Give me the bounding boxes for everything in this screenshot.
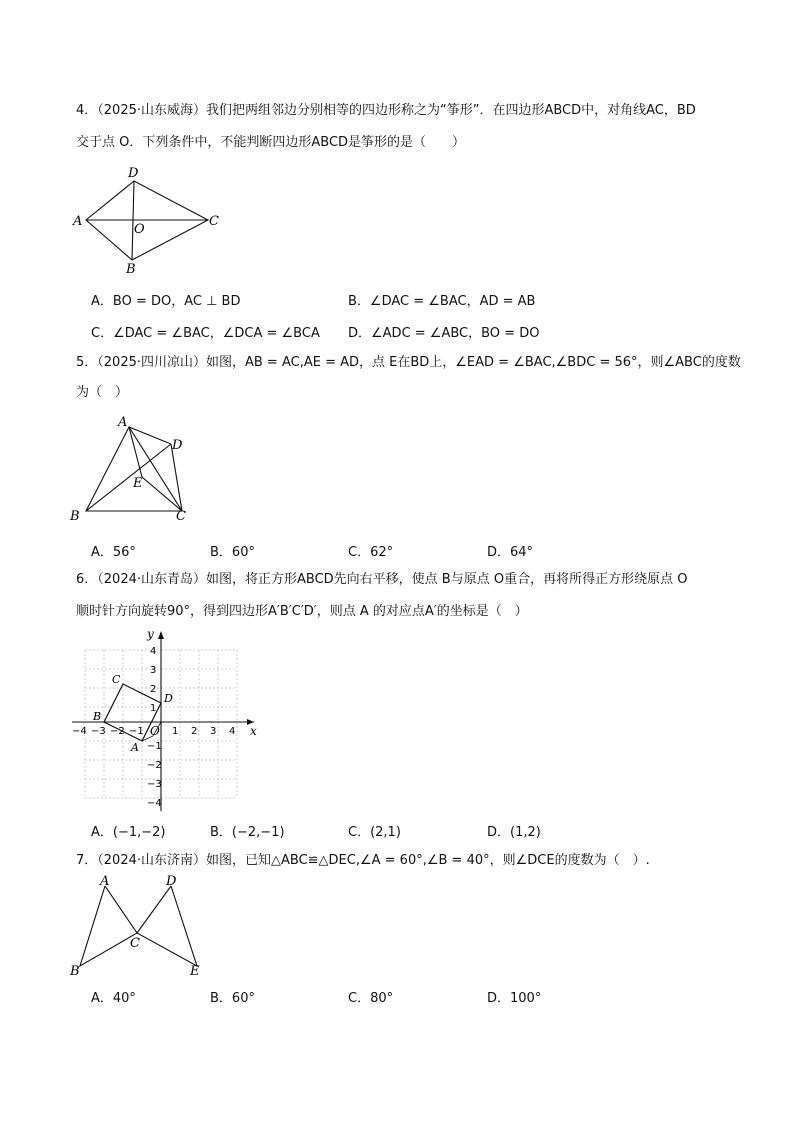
q4-option-c[interactable]: C．∠DAC = ∠BAC，∠DCA = ∠BCA: [91, 326, 320, 341]
x-tick: 4: [229, 726, 236, 737]
segment-ec: [142, 477, 182, 511]
label-b: B: [70, 964, 80, 979]
q7-option-c[interactable]: C．80°: [348, 991, 394, 1006]
q4-option-d[interactable]: D．∠ADC = ∠ABC，BO = DO: [348, 326, 540, 341]
y-tick: 4: [150, 646, 157, 657]
y-tick: −1: [147, 741, 162, 752]
q4-stem-line1: 4．（2025·山东威海）我们把两组邻边分别相等的四边形称之为“筝形”．在四边形ABCD中，对角线AC，BD: [76, 103, 696, 118]
q5-option-a[interactable]: A．56°: [91, 545, 136, 560]
x-tick: 2: [191, 726, 198, 737]
label-b: B: [93, 710, 102, 723]
label-d: D: [164, 692, 173, 705]
q4-kite-figure: [70, 163, 230, 278]
q6-option-c[interactable]: C．(2,1): [348, 825, 401, 840]
x-tick: −2: [110, 726, 125, 737]
q5-stem-line1: 5．（2025·四川凉山）如图，AB = AC,AE = AD，点 E在BD上，∠EAD = ∠BAC,∠BDC = 56°，则∠ABC的度数: [76, 355, 741, 370]
triangle-abc: [80, 886, 137, 966]
label-e: E: [133, 476, 143, 491]
label-c: C: [209, 214, 219, 229]
label-a: A: [118, 415, 128, 430]
q5-option-d[interactable]: D．64°: [487, 545, 534, 560]
q4-option-a[interactable]: A．BO = DO，AC ⊥ BD: [91, 294, 241, 309]
label-o: O: [150, 724, 160, 738]
q6-option-b[interactable]: B．(−2,−1): [210, 825, 285, 840]
q5-option-c[interactable]: C．62°: [348, 545, 394, 560]
q5-stem-line2: 为（ ）: [76, 385, 129, 400]
label-e: E: [190, 964, 200, 979]
q7-congruent-triangles-figure: [66, 871, 216, 983]
y-tick: 2: [150, 684, 157, 695]
label-a: A: [100, 874, 110, 889]
q6-stem-line2: 顺时针方向旋转90°，得到四边形A′B′C′D′，则点 A 的对应点A′的坐标是（ ）: [76, 604, 528, 619]
q7-option-b[interactable]: B．60°: [210, 991, 255, 1006]
x-tick: −4: [72, 726, 87, 737]
label-y: y: [147, 627, 154, 641]
segment-ad: [129, 427, 171, 444]
q6-option-d[interactable]: D．(1,2): [487, 825, 541, 840]
q4-stem-line2: 交于点 O．下列条件中，不能判断四边形ABCD是筝形的是（ ）: [76, 135, 466, 150]
label-d: D: [172, 438, 183, 453]
x-tick: −1: [129, 726, 144, 737]
q7-stem-line1: 7．（2024·山东济南）如图，已知△ABC≌△DEC,∠A = 60°,∠B = 40°，则∠DCE的度数为（ ）.: [76, 853, 650, 868]
q6-coordinate-figure: [64, 625, 264, 815]
y-tick: −4: [147, 798, 162, 809]
x-tick: 1: [172, 726, 179, 737]
q6-stem-line1: 6．（2024·山东青岛）如图，将正方形ABCD先向右平移，使点 B与原点 O重合，再将所得正方形绕原点 O: [76, 572, 688, 587]
y-tick: 3: [150, 665, 157, 676]
y-tick: −3: [147, 779, 162, 790]
segment-dc: [171, 444, 182, 511]
label-o: O: [134, 222, 145, 237]
q4-option-b[interactable]: B．∠DAC = ∠BAC，AD = AB: [348, 294, 536, 309]
x-tick: −3: [91, 726, 106, 737]
x-tick: 3: [210, 726, 217, 737]
label-d: D: [166, 874, 177, 889]
segment-bd: [86, 444, 171, 511]
q7-option-a[interactable]: A．40°: [91, 991, 136, 1006]
label-a: A: [73, 214, 83, 229]
label-b: B: [126, 262, 136, 277]
label-c: C: [130, 936, 140, 951]
label-x: x: [250, 724, 257, 738]
label-c: C: [176, 509, 186, 524]
y-axis-arrow: [158, 631, 164, 639]
q6-option-a[interactable]: A．(−1,−2): [91, 825, 166, 840]
q5-triangle-figure: [66, 412, 206, 527]
y-tick: −2: [147, 760, 162, 771]
label-d: D: [128, 166, 139, 181]
q5-option-b[interactable]: B．60°: [210, 545, 255, 560]
label-a: A: [131, 741, 139, 754]
label-c: C: [112, 673, 121, 686]
triangle-dec: [137, 886, 197, 966]
segment-ae: [129, 427, 142, 477]
label-b: B: [70, 509, 80, 524]
y-tick: 1: [150, 703, 157, 714]
q7-option-d[interactable]: D．100°: [487, 991, 542, 1006]
